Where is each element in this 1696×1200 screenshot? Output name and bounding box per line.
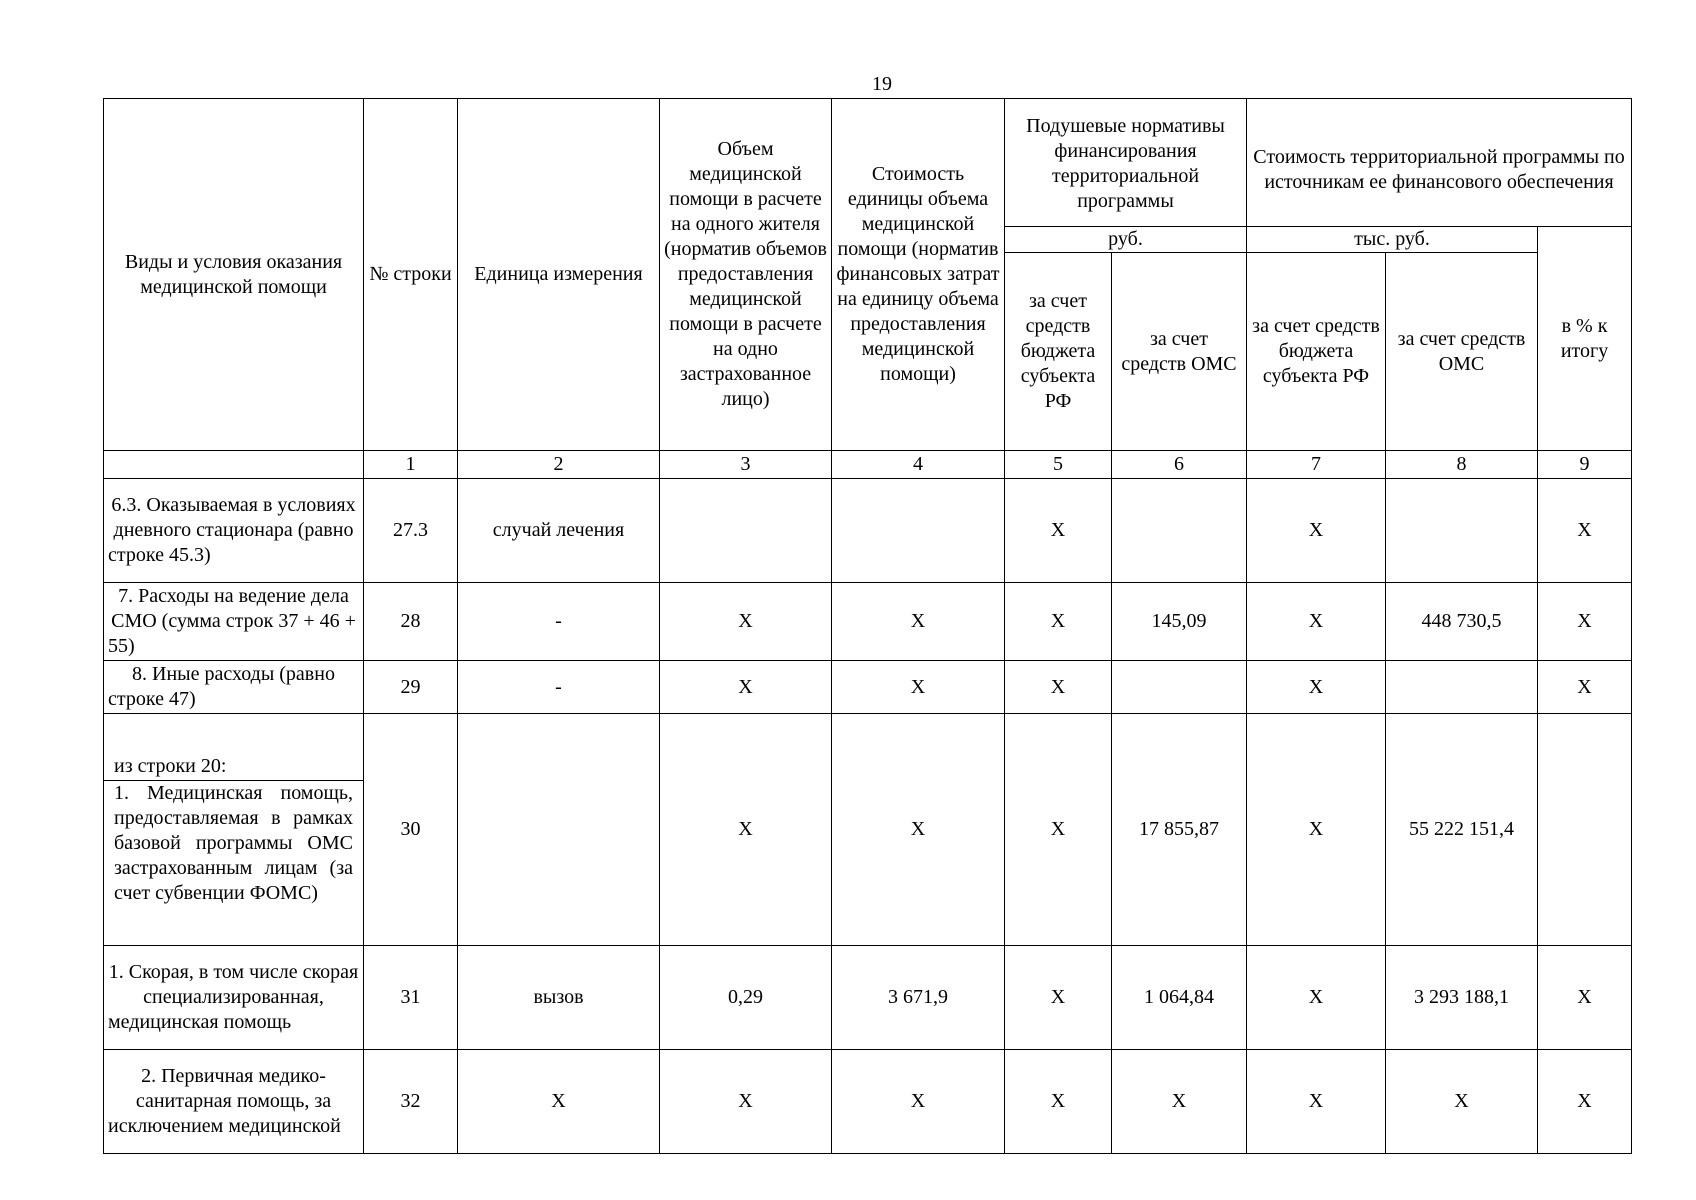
row-unit-cost: X xyxy=(832,661,1005,714)
row-budget-thousand: X xyxy=(1247,583,1386,661)
row-oms-thousand: 3 293 188,1 xyxy=(1386,946,1538,1050)
column-number-blank xyxy=(104,451,364,479)
row-oms-thousand: X xyxy=(1386,1050,1538,1154)
row-budget-rub: X xyxy=(1005,946,1112,1050)
header-unit: Единица измерения xyxy=(458,99,660,451)
header-volume: Объем медицинской помощи в расчете на одного жителя (норматив объемов предоставления медицинской помощи в расчете на одно застрахованное лицо) xyxy=(660,99,832,451)
row-budget-rub: X xyxy=(1005,1050,1112,1154)
column-number: 9 xyxy=(1538,451,1632,479)
column-number: 2 xyxy=(458,451,660,479)
row-percent: X xyxy=(1538,583,1632,661)
row-name xyxy=(104,714,364,946)
row-number: 31 xyxy=(364,946,458,1050)
row-unit xyxy=(458,714,660,946)
row-number: 28 xyxy=(364,583,458,661)
row-volume xyxy=(660,479,832,583)
table-row xyxy=(104,946,1632,1050)
column-numbers-row xyxy=(104,451,1632,479)
column-number: 3 xyxy=(660,451,832,479)
column-number: 6 xyxy=(1112,451,1247,479)
row-percent: X xyxy=(1538,661,1632,714)
row-budget-rub: X xyxy=(1005,479,1112,583)
table-row xyxy=(104,479,1632,583)
row-unit: - xyxy=(458,583,660,661)
row-name: 1. Скорая, в том числе скорая специализированная, медицинская помощь xyxy=(104,946,364,1050)
row-budget-rub: X xyxy=(1005,583,1112,661)
row-oms-rub: X xyxy=(1112,1050,1247,1154)
row-volume: X xyxy=(660,583,832,661)
header-oms-rub: за счет средств ОМС xyxy=(1112,253,1247,451)
table-row xyxy=(104,714,1632,946)
header-budget-thousand: за счет средств бюджета субъекта РФ xyxy=(1247,253,1386,451)
header-unit-rub: руб. xyxy=(1005,227,1247,253)
row-unit-cost: 3 671,9 xyxy=(832,946,1005,1050)
header-row-number: № строки xyxy=(364,99,458,451)
column-number: 5 xyxy=(1005,451,1112,479)
row-percent: X xyxy=(1538,479,1632,583)
row-name-prefix: из строки 20: xyxy=(104,754,363,781)
header-unit-thousand-rub: тыс. руб. xyxy=(1247,227,1538,253)
row-name: 2. Первичная медико-санитарная помощь, за исключением медицинской xyxy=(104,1050,364,1154)
row-budget-thousand: X xyxy=(1247,661,1386,714)
row-name-text: 1. Медицинская помощь, предоставляемая в рамках базовой программы ОМС застрахованным лицам (за счет субвенции ФОМС) xyxy=(114,781,353,904)
row-oms-rub xyxy=(1112,661,1247,714)
row-unit: случай лечения xyxy=(458,479,660,583)
row-unit: X xyxy=(458,1050,660,1154)
header-percent-of-total: в % к итогу xyxy=(1538,227,1632,451)
header-oms-thousand: за счет средств ОМС xyxy=(1386,253,1538,451)
row-oms-thousand: 448 730,5 xyxy=(1386,583,1538,661)
row-volume: X xyxy=(660,661,832,714)
row-name: 7. Расходы на ведение дела СМО (сумма строк 37 + 46 + 55) xyxy=(104,583,364,661)
row-name: 8. Иные расходы (равно строке 47) xyxy=(104,661,364,714)
row-budget-thousand: X xyxy=(1247,1050,1386,1154)
row-oms-rub: 17 855,87 xyxy=(1112,714,1247,946)
column-number: 4 xyxy=(832,451,1005,479)
row-oms-rub: 1 064,84 xyxy=(1112,946,1247,1050)
row-oms-rub: 145,09 xyxy=(1112,583,1247,661)
row-oms-thousand xyxy=(1386,479,1538,583)
row-volume: X xyxy=(660,1050,832,1154)
row-oms-thousand xyxy=(1386,661,1538,714)
financing-table xyxy=(103,98,1632,1154)
column-number: 7 xyxy=(1247,451,1386,479)
row-unit-cost xyxy=(832,479,1005,583)
row-name: 6.3. Оказываемая в условиях дневного стационара (равно строке 45.3) xyxy=(104,479,364,583)
row-oms-rub xyxy=(1112,479,1247,583)
row-budget-thousand: X xyxy=(1247,946,1386,1050)
row-number: 32 xyxy=(364,1050,458,1154)
header-kinds-of-care: Виды и условия оказания медицинской помощи xyxy=(104,99,364,451)
row-oms-thousand: 55 222 151,4 xyxy=(1386,714,1538,946)
row-unit: - xyxy=(458,661,660,714)
row-number: 30 xyxy=(364,714,458,946)
table-row xyxy=(104,1050,1632,1154)
row-volume: X xyxy=(660,714,832,946)
row-budget-rub: X xyxy=(1005,714,1112,946)
row-budget-rub: X xyxy=(1005,661,1112,714)
column-number: 8 xyxy=(1386,451,1538,479)
row-budget-thousand: X xyxy=(1247,479,1386,583)
row-unit-cost: X xyxy=(832,583,1005,661)
row-volume: 0,29 xyxy=(660,946,832,1050)
table-row xyxy=(104,661,1632,714)
row-unit-cost: X xyxy=(832,714,1005,946)
header-unit-cost: Стоимость единицы объема медицинской помощи (норматив финансовых затрат на единицу объема предоставления медицинской помощи) xyxy=(832,99,1005,451)
row-percent xyxy=(1538,714,1632,946)
table-row xyxy=(104,583,1632,661)
column-number: 1 xyxy=(364,451,458,479)
row-unit: вызов xyxy=(458,946,660,1050)
header-program-cost: Стоимость территориальной программы по источникам ее финансового обеспечения xyxy=(1247,99,1632,227)
row-number: 27.3 xyxy=(364,479,458,583)
row-unit-cost: X xyxy=(832,1050,1005,1154)
row-number: 29 xyxy=(364,661,458,714)
row-percent: X xyxy=(1538,946,1632,1050)
row-percent: X xyxy=(1538,1050,1632,1154)
header-budget-rub: за счет средств бюджета субъекта РФ xyxy=(1005,253,1112,451)
row-budget-thousand: X xyxy=(1247,714,1386,946)
page-number: 19 xyxy=(872,73,892,95)
header-per-capita-norms: Подушевые нормативы финансирования территориальной программы xyxy=(1005,99,1247,227)
